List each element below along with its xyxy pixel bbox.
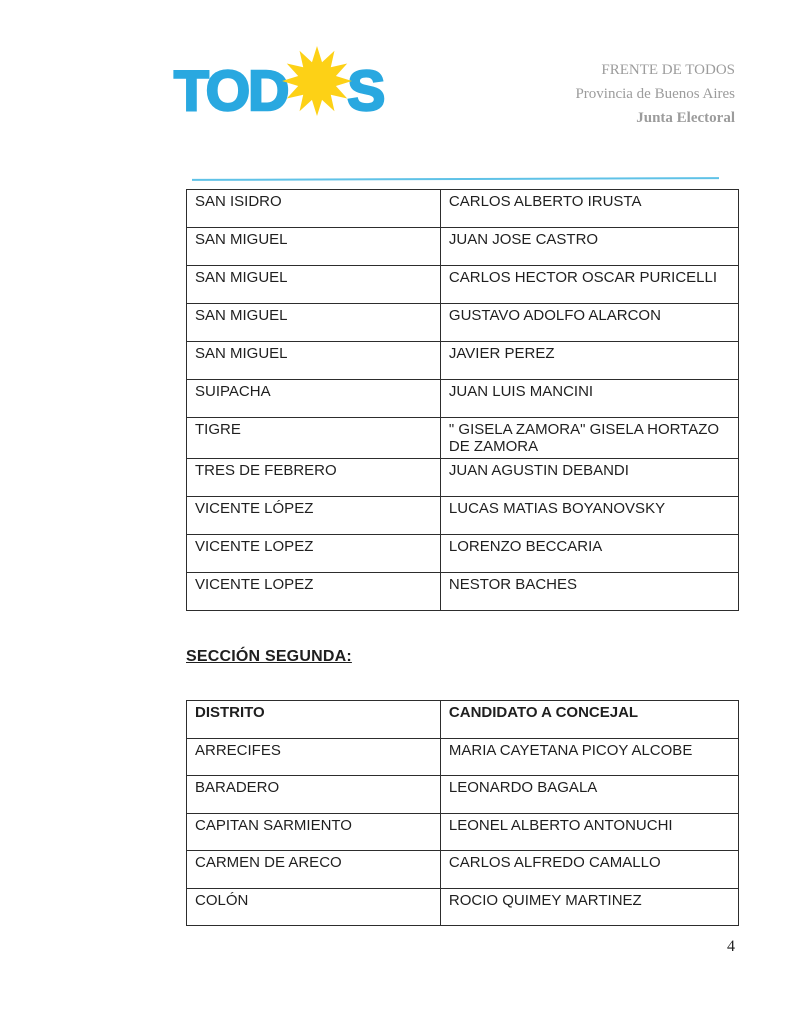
table-row <box>187 851 739 889</box>
table-row <box>187 459 739 497</box>
table-row <box>187 776 739 814</box>
district-cell: CARMEN DE ARECO <box>187 851 441 889</box>
candidate-cell: LUCAS MATIAS BOYANOVSKY <box>440 497 738 535</box>
district-cell: VICENTE LOPEZ <box>187 535 441 573</box>
table-row <box>187 888 739 926</box>
candidate-cell: CARLOS ALBERTO IRUSTA <box>440 190 738 228</box>
table-row <box>187 342 739 380</box>
todos-logo <box>174 54 383 128</box>
district-cell: TRES DE FEBRERO <box>187 459 441 497</box>
district-cell: SAN MIGUEL <box>187 228 441 266</box>
divider-line <box>192 177 719 181</box>
page-number: 4 <box>727 938 735 955</box>
logo-text-tod: TOD <box>174 58 288 123</box>
district-cell: SAN MIGUEL <box>187 304 441 342</box>
candidate-cell: ROCIO QUIMEY MARTINEZ <box>440 888 738 926</box>
candidate-cell: " GISELA ZAMORA" GISELA HORTAZO DE ZAMORA <box>440 418 738 459</box>
candidate-cell: CARLOS ALFREDO CAMALLO <box>440 851 738 889</box>
candidate-cell: MARIA CAYETANA PICOY ALCOBE <box>440 738 738 776</box>
table-row <box>187 228 739 266</box>
letterhead-line-2: Provincia de Buenos Aires <box>575 86 735 102</box>
district-cell: ARRECIFES <box>187 738 441 776</box>
candidate-cell: GUSTAVO ADOLFO ALARCON <box>440 304 738 342</box>
section-heading-seccion-segunda: SECCIÓN SEGUNDA: <box>186 648 352 665</box>
district-header: DISTRITO <box>187 701 441 739</box>
letterhead <box>575 58 735 130</box>
table-row <box>187 380 739 418</box>
candidate-cell: LEONARDO BAGALA <box>440 776 738 814</box>
candidates-table-seccion-segunda <box>186 700 739 926</box>
table-row <box>187 535 739 573</box>
district-cell: COLÓN <box>187 888 441 926</box>
logo-text-s: S <box>347 58 384 123</box>
candidate-cell: JUAN JOSE CASTRO <box>440 228 738 266</box>
table-row <box>187 418 739 459</box>
candidate-header: CANDIDATO A CONCEJAL <box>440 701 738 739</box>
candidate-cell: JUAN LUIS MANCINI <box>440 380 738 418</box>
table-row <box>187 497 739 535</box>
district-cell: SAN MIGUEL <box>187 266 441 304</box>
district-cell: SAN MIGUEL <box>187 342 441 380</box>
table-row <box>187 813 739 851</box>
candidate-cell: JAVIER PEREZ <box>440 342 738 380</box>
district-cell: BARADERO <box>187 776 441 814</box>
candidate-cell: NESTOR BACHES <box>440 573 738 611</box>
candidate-cell: LORENZO BECCARIA <box>440 535 738 573</box>
district-cell: CAPITAN SARMIENTO <box>187 813 441 851</box>
district-cell: VICENTE LÓPEZ <box>187 497 441 535</box>
candidate-cell: LEONEL ALBERTO ANTONUCHI <box>440 813 738 851</box>
candidate-cell: CARLOS HECTOR OSCAR PURICELLI <box>440 266 738 304</box>
table-header-row <box>187 701 739 739</box>
table-row <box>187 266 739 304</box>
district-cell: TIGRE <box>187 418 441 459</box>
table-row <box>187 304 739 342</box>
district-cell: VICENTE LOPEZ <box>187 573 441 611</box>
letterhead-line-1: FRENTE DE TODOS <box>601 62 735 78</box>
candidate-cell: JUAN AGUSTIN DEBANDI <box>440 459 738 497</box>
candidates-table-continuation <box>186 189 739 611</box>
table-row <box>187 573 739 611</box>
district-cell: SUIPACHA <box>187 380 441 418</box>
district-cell: SAN ISIDRO <box>187 190 441 228</box>
table-row <box>187 738 739 776</box>
sun-icon <box>280 44 354 118</box>
table-row <box>187 190 739 228</box>
letterhead-line-3: Junta Electoral <box>636 110 735 126</box>
